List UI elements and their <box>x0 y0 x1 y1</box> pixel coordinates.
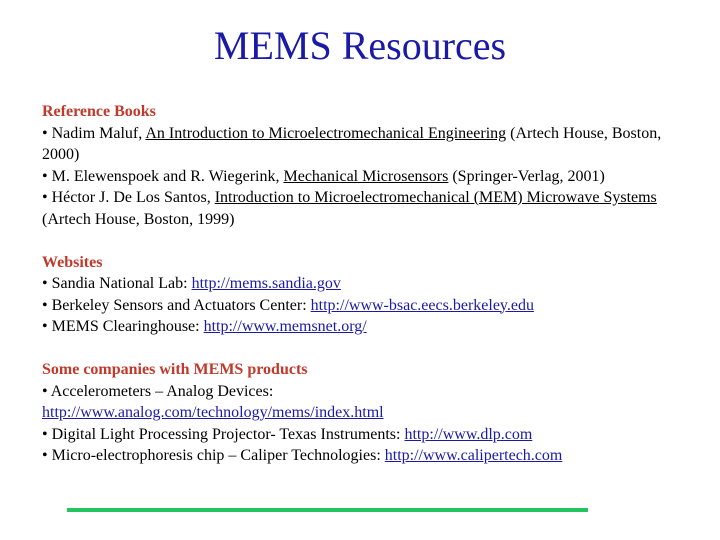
page-title: MEMS Resources <box>213 23 507 68</box>
book-publisher: (Artech House, Boston, 1999) <box>42 210 235 228</box>
book-title: Mechanical Microsensors <box>283 167 449 185</box>
website-item <box>42 273 692 295</box>
book-title: Introduction to Microelectromechanical (MEM) Microwave Systems <box>214 189 657 206</box>
company-item <box>42 381 692 424</box>
bottom-divider <box>67 508 588 512</box>
book-publisher: (Artech House, Boston, 2000) <box>42 124 662 163</box>
book-item <box>42 166 692 188</box>
company-link[interactable]: http://www.dlp.com <box>404 425 533 443</box>
website-item <box>42 295 692 317</box>
book-publisher: (Springer-Verlag, 2001) <box>448 167 605 185</box>
company-item <box>42 445 692 467</box>
companies-section <box>42 359 692 467</box>
company-link[interactable]: http://www.analog.com/technology/mems/index.html <box>42 404 384 421</box>
company-label: • Micro-electrophoresis chip – Caliper Technologies: <box>42 447 385 464</box>
website-label: • Berkeley Sensors and Actuators Center: <box>42 296 311 314</box>
website-link[interactable]: http://mems.sandia.gov <box>191 275 341 292</box>
website-item <box>42 316 692 338</box>
content-body <box>42 101 692 488</box>
website-label: • Sandia National Lab: <box>42 275 192 292</box>
website-link[interactable]: http://www.memsnet.org/ <box>203 318 367 335</box>
book-item <box>42 187 692 230</box>
company-item <box>42 424 692 446</box>
reference-books-section <box>42 101 692 230</box>
section-heading-books: Reference Books <box>42 103 156 120</box>
section-heading-companies: Some companies with MEMS products <box>42 361 308 378</box>
book-title: An Introduction to Microelectromechanical Engineering <box>145 124 507 142</box>
company-label: • Digital Light Processing Projector- Texas Instruments: <box>42 425 405 443</box>
company-link[interactable]: http://www.calipertech.com <box>384 447 563 464</box>
book-author: • Nadim Maluf, <box>42 124 146 142</box>
book-author: • M. Elewenspoek and R. Wiegerink, <box>42 167 284 185</box>
website-link[interactable]: http://www-bsac.eecs.berkeley.edu <box>310 296 534 314</box>
book-item <box>42 123 692 166</box>
websites-section <box>42 252 692 338</box>
company-label: • Accelerometers – Analog Devices: <box>42 382 274 400</box>
section-heading-websites: Websites <box>42 253 103 271</box>
book-author: • Héctor J. De Los Santos, <box>42 189 215 206</box>
website-label: • MEMS Clearinghouse: <box>42 318 204 335</box>
